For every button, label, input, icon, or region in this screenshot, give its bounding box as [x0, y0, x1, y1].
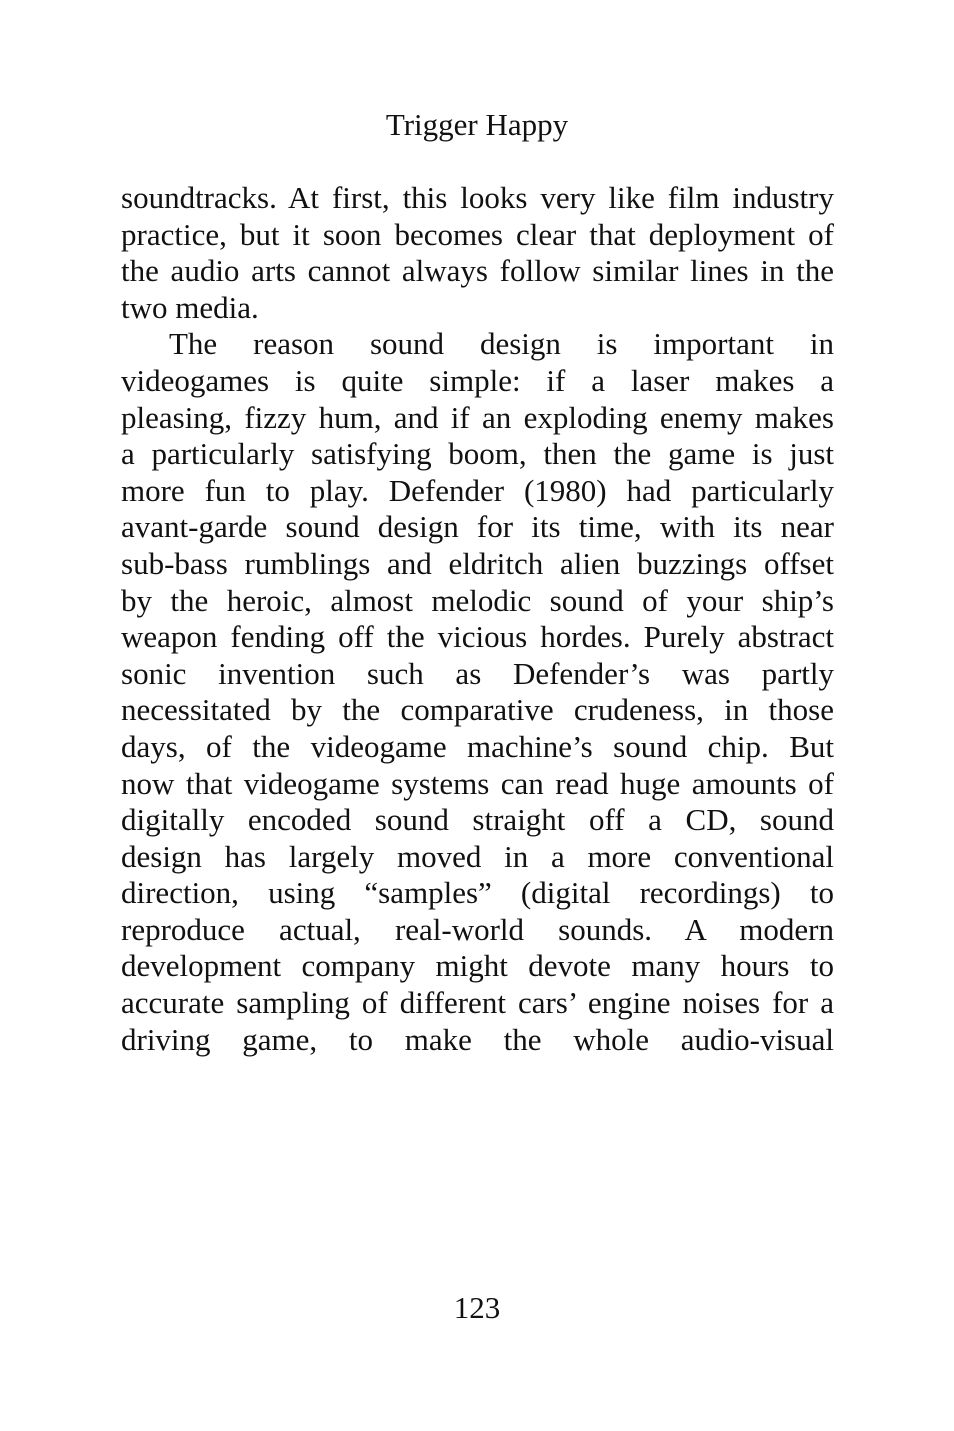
text-line: accurate sampling of different cars’ engine noises for a [121, 985, 834, 1021]
text-line: soundtracks. At first, this looks very like film industry [121, 180, 834, 215]
running-head: Trigger Happy [385, 107, 569, 142]
text-line: two media. [121, 289, 259, 325]
page-number: 123 [453, 1290, 501, 1325]
text-line: more fun to play. Defender (1980) had particularly [121, 472, 834, 508]
body-text [121, 180, 834, 1058]
text-line: direction, using “samples” (digital recordings) to [121, 875, 834, 911]
text-line: by the heroic, almost melodic sound of your ship’s [121, 582, 834, 618]
text-line: days, of the videogame machine’s sound chip. But [121, 728, 834, 764]
text-line: the audio arts cannot always follow similar lines in the [121, 253, 834, 289]
text-line: digitally encoded sound straight off a CD, sound [121, 802, 834, 838]
text-line: development company might devote many hours to [121, 948, 834, 984]
text-line: a particularly satisfying boom, then the game is just [121, 436, 834, 472]
text-line: necessitated by the comparative crudeness, in those [121, 692, 834, 728]
text-line: videogames is quite simple: if a laser makes a [121, 362, 834, 398]
text-line: design has largely moved in a more conventional [121, 838, 834, 874]
text-line: now that videogame systems can read huge amounts of [121, 765, 834, 801]
text-line: avant-garde sound design for its time, with its near [121, 509, 834, 545]
text-line: driving game, to make the whole audio-visual [121, 1021, 834, 1057]
text-line: reproduce actual, real-world sounds. A modern [121, 911, 834, 947]
text-line: The reason sound design is important in [169, 326, 834, 362]
text-line: practice, but it soon becomes clear that deployment of [121, 216, 834, 252]
text-line: pleasing, fizzy hum, and if an exploding enemy makes [121, 399, 834, 435]
text-line: weapon fending off the vicious hordes. Purely abstract [121, 619, 834, 655]
text-line: sub-bass rumblings and eldritch alien buzzings offset [121, 545, 834, 581]
text-line: sonic invention such as Defender’s was partly [121, 655, 834, 691]
